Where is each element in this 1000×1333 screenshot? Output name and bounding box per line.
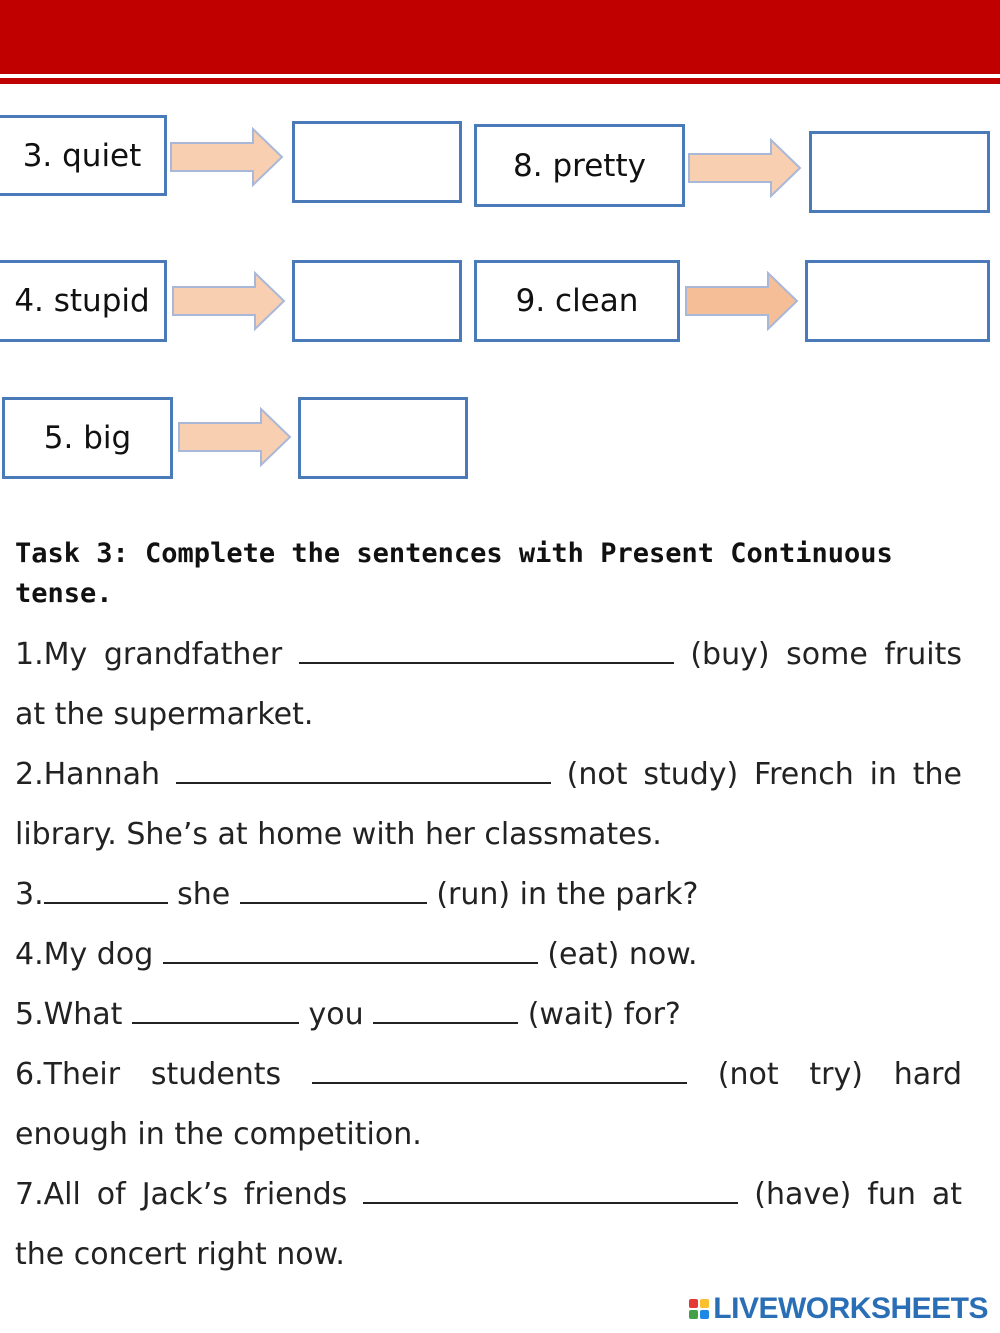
answer-blank[interactable] <box>363 1172 738 1204</box>
liveworksheets-logo-icon <box>689 1299 709 1319</box>
answer-box-pretty[interactable] <box>809 131 990 213</box>
arrow-right-icon <box>171 271 286 331</box>
word-box-quiet <box>0 115 167 196</box>
logo-text: LIVEWORKSHEETS <box>713 1292 988 1325</box>
arrow-right-icon <box>687 138 802 198</box>
sentence-text: 6.Their students <box>15 1057 312 1092</box>
word-box-big <box>2 397 173 479</box>
answer-blank[interactable] <box>299 632 674 664</box>
answer-box-quiet[interactable] <box>292 121 462 203</box>
sentence-text: you <box>298 997 374 1032</box>
sentence-3 <box>15 865 962 925</box>
word-label: 8. pretty <box>513 147 646 184</box>
word-box-clean <box>474 260 680 342</box>
sentence-text: (not study) French in the library. She’s at home with her classmates. <box>15 757 963 852</box>
arrow-right-icon <box>169 127 284 187</box>
sentence-text: (eat) now. <box>537 937 698 972</box>
answer-box-stupid[interactable] <box>292 260 462 342</box>
sentence-6 <box>15 1045 962 1165</box>
answer-blank[interactable] <box>373 992 518 1024</box>
sentence-text: (have) fun at the concert right now. <box>15 1177 962 1272</box>
answer-blank[interactable] <box>176 752 551 784</box>
answer-box-clean[interactable] <box>805 260 990 342</box>
sentence-text: (buy) some fruits at the supermarket. <box>15 637 962 732</box>
liveworksheets-logo <box>689 1292 988 1326</box>
arrow-right-icon <box>684 271 799 331</box>
sentence-text: 7.All of Jack’s friends <box>15 1177 364 1212</box>
sentence-text: 3. <box>15 877 44 912</box>
sentence-2 <box>15 745 962 865</box>
sentence-text: 2.Hannah <box>15 757 176 792</box>
answer-blank[interactable] <box>44 872 168 904</box>
sentence-text: (wait) for? <box>518 997 681 1032</box>
answer-blank[interactable] <box>240 872 427 904</box>
answer-blank[interactable] <box>312 1052 687 1084</box>
sentence-text: 1.My grandfather <box>15 637 299 672</box>
arrow-right-icon <box>177 407 292 467</box>
word-label: 4. stupid <box>14 283 150 319</box>
task-3-title: Task 3: Complete the sentences with Present Continuous tense. <box>15 538 893 609</box>
word-label: 5. big <box>43 420 132 456</box>
sentence-text: (run) in the park? <box>426 877 699 912</box>
word-box-stupid <box>0 260 167 342</box>
sentence-5 <box>15 985 962 1045</box>
sentence-text: 4.My dog <box>15 937 163 972</box>
sentence-4 <box>15 925 962 985</box>
sentence-7 <box>15 1165 962 1285</box>
answer-blank[interactable] <box>132 992 299 1024</box>
sentence-text: (not try) hard enough in the competition. <box>15 1057 962 1152</box>
header-rule <box>0 78 1000 84</box>
word-label: 9. clean <box>515 283 639 319</box>
word-box-pretty <box>474 124 685 207</box>
sentence-list <box>15 625 962 1285</box>
answer-box-big[interactable] <box>298 397 468 479</box>
header-bar <box>0 0 1000 74</box>
sentence-text: 5.What <box>15 997 132 1032</box>
answer-blank[interactable] <box>163 932 538 964</box>
sentence-1 <box>15 625 962 745</box>
word-label: 3. quiet <box>22 137 142 174</box>
sentence-text: she <box>167 877 240 912</box>
